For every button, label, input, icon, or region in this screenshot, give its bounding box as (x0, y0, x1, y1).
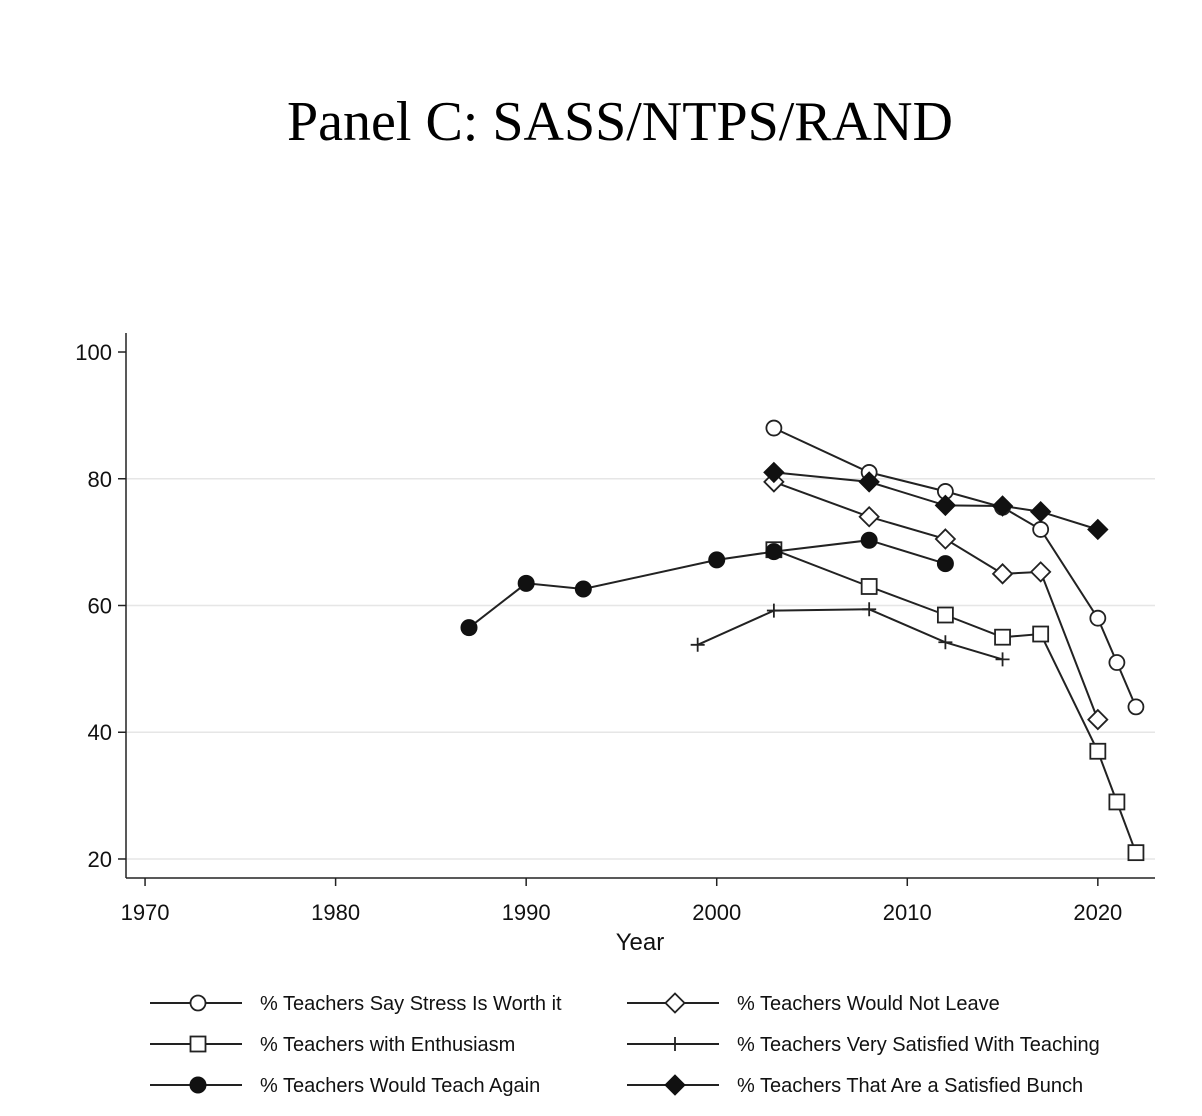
data-point (1033, 522, 1048, 537)
data-point (1090, 611, 1105, 626)
legend-marker (668, 1037, 682, 1051)
data-point (860, 507, 879, 526)
legend-item (627, 1075, 1083, 1097)
legend-label: % Teachers Would Not Leave (737, 993, 1000, 1015)
data-point (1109, 794, 1124, 809)
data-point (1128, 699, 1143, 714)
data-point (996, 652, 1010, 666)
x-tick-label: 1970 (120, 900, 170, 925)
plot-area (461, 421, 1143, 861)
x-tick-label: 2010 (882, 900, 932, 925)
y-tick-label: 60 (87, 593, 112, 619)
data-point (936, 529, 955, 548)
x-axis-title: Year (615, 929, 665, 956)
data-point (861, 532, 877, 548)
data-point (1109, 655, 1124, 670)
legend-marker (191, 996, 206, 1011)
data-point (862, 602, 876, 616)
series-0 (766, 421, 1143, 715)
legend-item (150, 1075, 540, 1097)
data-point (1128, 845, 1143, 860)
series-4 (461, 532, 953, 635)
data-point (1088, 519, 1108, 539)
data-point (766, 421, 781, 436)
data-point (995, 630, 1010, 645)
legend-item (627, 993, 1000, 1015)
data-point (1088, 710, 1107, 729)
data-point (862, 579, 877, 594)
series-5 (764, 462, 1108, 539)
x-tick-label: 1980 (311, 900, 361, 925)
y-tick-label: 80 (87, 466, 112, 492)
y-tick-label: 40 (87, 720, 112, 746)
data-point (575, 581, 591, 597)
legend-item (627, 1034, 1100, 1056)
series-line (774, 428, 1136, 707)
data-point (691, 638, 705, 652)
data-point (518, 575, 534, 591)
x-tick-label: 2020 (1073, 900, 1123, 925)
legend-marker (190, 1077, 206, 1093)
chart-title: Panel C: SASS/NTPS/RAND (287, 91, 953, 153)
data-point (993, 496, 1013, 516)
legend-label: % Teachers That Are a Satisfied Bunch (737, 1075, 1084, 1097)
y-tick-label: 100 (75, 340, 112, 366)
data-point (1090, 744, 1105, 759)
data-point (461, 620, 477, 636)
data-point (1031, 562, 1050, 581)
series-3 (691, 602, 1010, 666)
data-point (766, 544, 782, 560)
data-point (935, 495, 955, 515)
legend-label: % Teachers with Enthusiasm (260, 1034, 516, 1056)
data-point (709, 552, 725, 568)
x-tick-label: 2000 (692, 900, 742, 925)
series-line (774, 472, 1098, 529)
legend-label: % Teachers Say Stress Is Worth it (260, 993, 562, 1015)
data-point (1033, 627, 1048, 642)
data-point (938, 608, 953, 623)
legend-label: % Teachers Would Teach Again (260, 1075, 541, 1097)
legend-marker (191, 1037, 206, 1052)
series-line (774, 550, 1136, 853)
legend (150, 993, 1100, 1097)
legend-marker (665, 1075, 685, 1095)
series-line (698, 609, 1003, 659)
data-point (938, 635, 952, 649)
legend-marker (666, 994, 685, 1013)
data-point (937, 556, 953, 572)
legend-item (150, 1034, 515, 1056)
y-tick-label: 20 (87, 846, 112, 872)
legend-item (150, 993, 562, 1015)
axes (75, 333, 1155, 925)
data-point (993, 564, 1012, 583)
series-line (774, 482, 1098, 720)
gridlines (126, 479, 1155, 859)
x-tick-label: 1990 (501, 900, 551, 925)
series-2 (766, 542, 1143, 860)
series-1 (764, 472, 1107, 729)
data-point (1031, 502, 1051, 522)
legend-label: % Teachers Very Satisfied With Teaching (737, 1034, 1100, 1056)
